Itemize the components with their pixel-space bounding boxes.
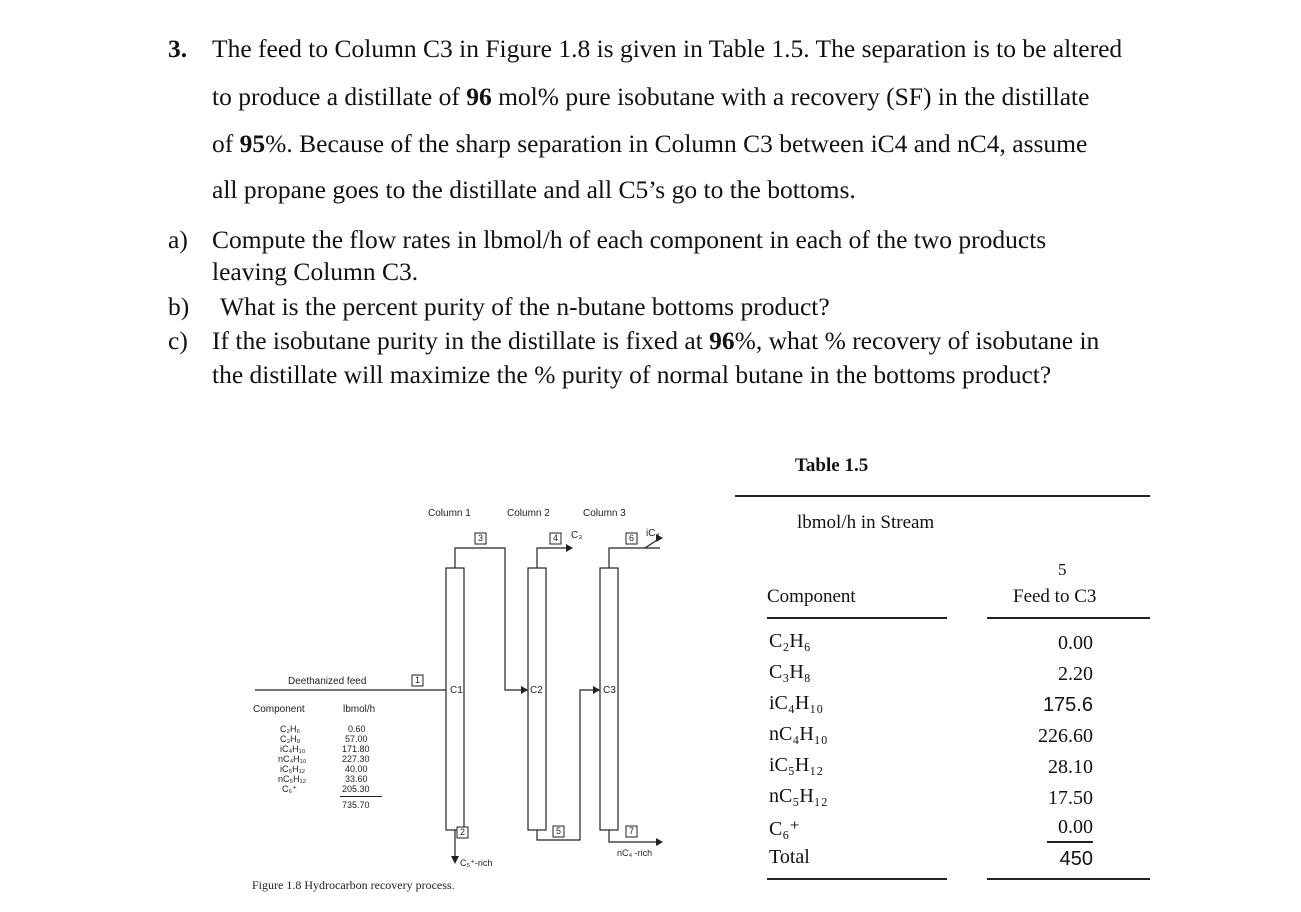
line-2-a: to produce a distillate of	[212, 82, 467, 111]
table-row-component: nC₅H₁₂	[769, 785, 828, 807]
feed-row-value: 171.80	[342, 744, 370, 754]
figure-caption: Figure 1.8 Hydrocarbon recovery process.	[252, 878, 455, 892]
part-c-b: %, what % recovery of isobutane in	[734, 326, 1100, 355]
feed-total: 735.70	[342, 800, 370, 810]
feed-col-lbmol: lbmol/h	[343, 704, 376, 715]
part-c-a: If the isobutane purity in the distillate is fixed at	[212, 326, 710, 355]
table-bottom-rule-right	[987, 878, 1150, 880]
table-row-component: C₆⁺	[769, 818, 800, 840]
problem-line-3	[212, 129, 1087, 159]
feed-row-value: 40.00	[345, 764, 368, 774]
table-bottom-rule-left	[767, 878, 947, 880]
column-1-shape	[446, 568, 464, 830]
column-2-label: Column 2	[507, 508, 550, 519]
stream-3-arrow	[521, 686, 528, 694]
stream-3-line	[455, 548, 528, 690]
table-row-value: 226.60	[1038, 725, 1093, 747]
table-row-component: C₂H₆	[769, 630, 811, 652]
table-feed-rule	[987, 617, 1150, 619]
stream-num-4: 4	[553, 533, 559, 543]
column-1-label: Column 1	[428, 508, 471, 519]
table-row-value: 17.50	[1048, 787, 1093, 809]
figure-diagram	[250, 500, 690, 892]
line-3-bold: 95	[239, 129, 266, 158]
line-3-a: of	[212, 129, 240, 158]
stream-num-3: 3	[478, 533, 484, 543]
unit-c3-label: C3	[603, 685, 616, 696]
table-row-value: 28.10	[1048, 756, 1093, 778]
feed-total-rule	[340, 796, 382, 797]
stream-2-label: C₅⁺-rich	[460, 858, 493, 868]
part-c-line-1	[212, 326, 1099, 356]
table-total-label: Total	[769, 846, 810, 868]
part-b-label: b)	[168, 292, 190, 321]
stream-2-arrow	[451, 856, 459, 864]
feed-row-component: C₆⁺	[282, 784, 297, 794]
stream-num-1: 1	[415, 675, 421, 685]
problem-line-1	[212, 34, 1122, 64]
feed-row-component: C₃H₈	[280, 734, 301, 744]
feed-row-component: iC₄H₁₀	[280, 744, 306, 754]
stream-num-5: 5	[556, 826, 562, 836]
part-a-line-2: leaving Column C3.	[212, 257, 419, 286]
stream-5-arrow	[593, 686, 600, 694]
line-4-text: all propane goes to the distillate and all C5’s go to the bottoms.	[212, 175, 856, 204]
unit-c1-label: C1	[450, 685, 463, 696]
stream-num-6: 6	[629, 533, 635, 543]
stream-7-arrow	[656, 838, 663, 846]
part-c-line-2: the distillate will maximize the % purity of normal butane in the bottoms product?	[212, 360, 1052, 389]
process-flow-svg	[250, 500, 690, 880]
feed-row-value: 205.30	[342, 784, 370, 794]
table-row-component: C₃H₈	[769, 661, 811, 683]
column-2-shape	[528, 568, 546, 830]
stream-num-2: 2	[460, 827, 466, 837]
problem-line-4	[212, 175, 856, 205]
table-title: Table 1.5	[795, 455, 869, 476]
table-row-value: 0.00	[1058, 816, 1093, 838]
feed-row-value: 0.60	[348, 724, 366, 734]
problem-number: 3.	[168, 34, 188, 63]
stream-4-line	[537, 548, 570, 568]
stream-6-label: iC₄	[646, 528, 660, 539]
column-3-label: Column 3	[583, 508, 626, 519]
table-1-5	[735, 450, 1155, 890]
column-3-shape	[600, 568, 618, 830]
table-row-value: 2.20	[1058, 663, 1093, 685]
table-sum-rule	[1047, 841, 1093, 843]
line-3-c: %. Because of the sharp separation in Column C3 between iC4 and nC4, assume	[265, 129, 1088, 158]
table-row-component: iC₅H₁₂	[769, 754, 824, 776]
line-2-bold: 96	[466, 82, 492, 111]
stream-7-label: nC₄ -rich	[617, 848, 653, 858]
table-col-component: Component	[767, 586, 856, 607]
problem-line-2	[212, 82, 1089, 112]
part-b-line-1: What is the percent purity of the n-butane bottoms product?	[220, 292, 830, 321]
table-row-component: nC₄H₁₀	[769, 723, 828, 745]
stream-6-line	[609, 548, 660, 568]
part-c-bold: 96	[709, 326, 735, 355]
stream-num-7: 7	[629, 826, 635, 836]
table-subtitle: lbmol/h in Stream	[797, 512, 935, 533]
part-a-line-1: Compute the flow rates in lbmol/h of each component in each of the two products	[212, 225, 1047, 254]
table-col-feed: Feed to C3	[1013, 586, 1097, 607]
line-2-c: mol% pure isobutane with a recovery (SF) in the distillate	[491, 82, 1090, 111]
feed-row-component: nC₄H₁₀	[278, 754, 307, 764]
part-a-label: a)	[168, 225, 188, 254]
feed-row-value: 57.00	[345, 734, 368, 744]
table-row-value: 0.00	[1058, 632, 1093, 654]
unit-c2-label: C2	[530, 685, 543, 696]
feed-col-component: Component	[253, 704, 305, 715]
table-total-value: 450	[1059, 848, 1093, 870]
feed-row-component: C₂H₆	[280, 724, 301, 734]
part-c-label: c)	[168, 326, 188, 355]
feed-row-component: iC₅H₁₂	[280, 764, 306, 774]
stream-4-label: C₃	[571, 530, 583, 541]
table-row-component: iC₄H₁₀	[769, 692, 824, 714]
table-row-value: 175.6	[1042, 694, 1093, 716]
table-top-rule	[735, 495, 1150, 497]
table-stream-no: 5	[1058, 560, 1067, 579]
feed-row-component: nC₅H₁₂	[278, 774, 307, 784]
feed-row-value: 227.30	[342, 754, 370, 764]
stream-4-arrow	[566, 544, 573, 552]
feed-row-value: 33.60	[345, 774, 368, 784]
table-component-rule	[767, 617, 947, 619]
line-1-text: The feed to Column C3 in Figure 1.8 is given in Table 1.5. The separation is to be altered	[212, 34, 1123, 63]
feed-label: Deethanized feed	[288, 676, 367, 687]
